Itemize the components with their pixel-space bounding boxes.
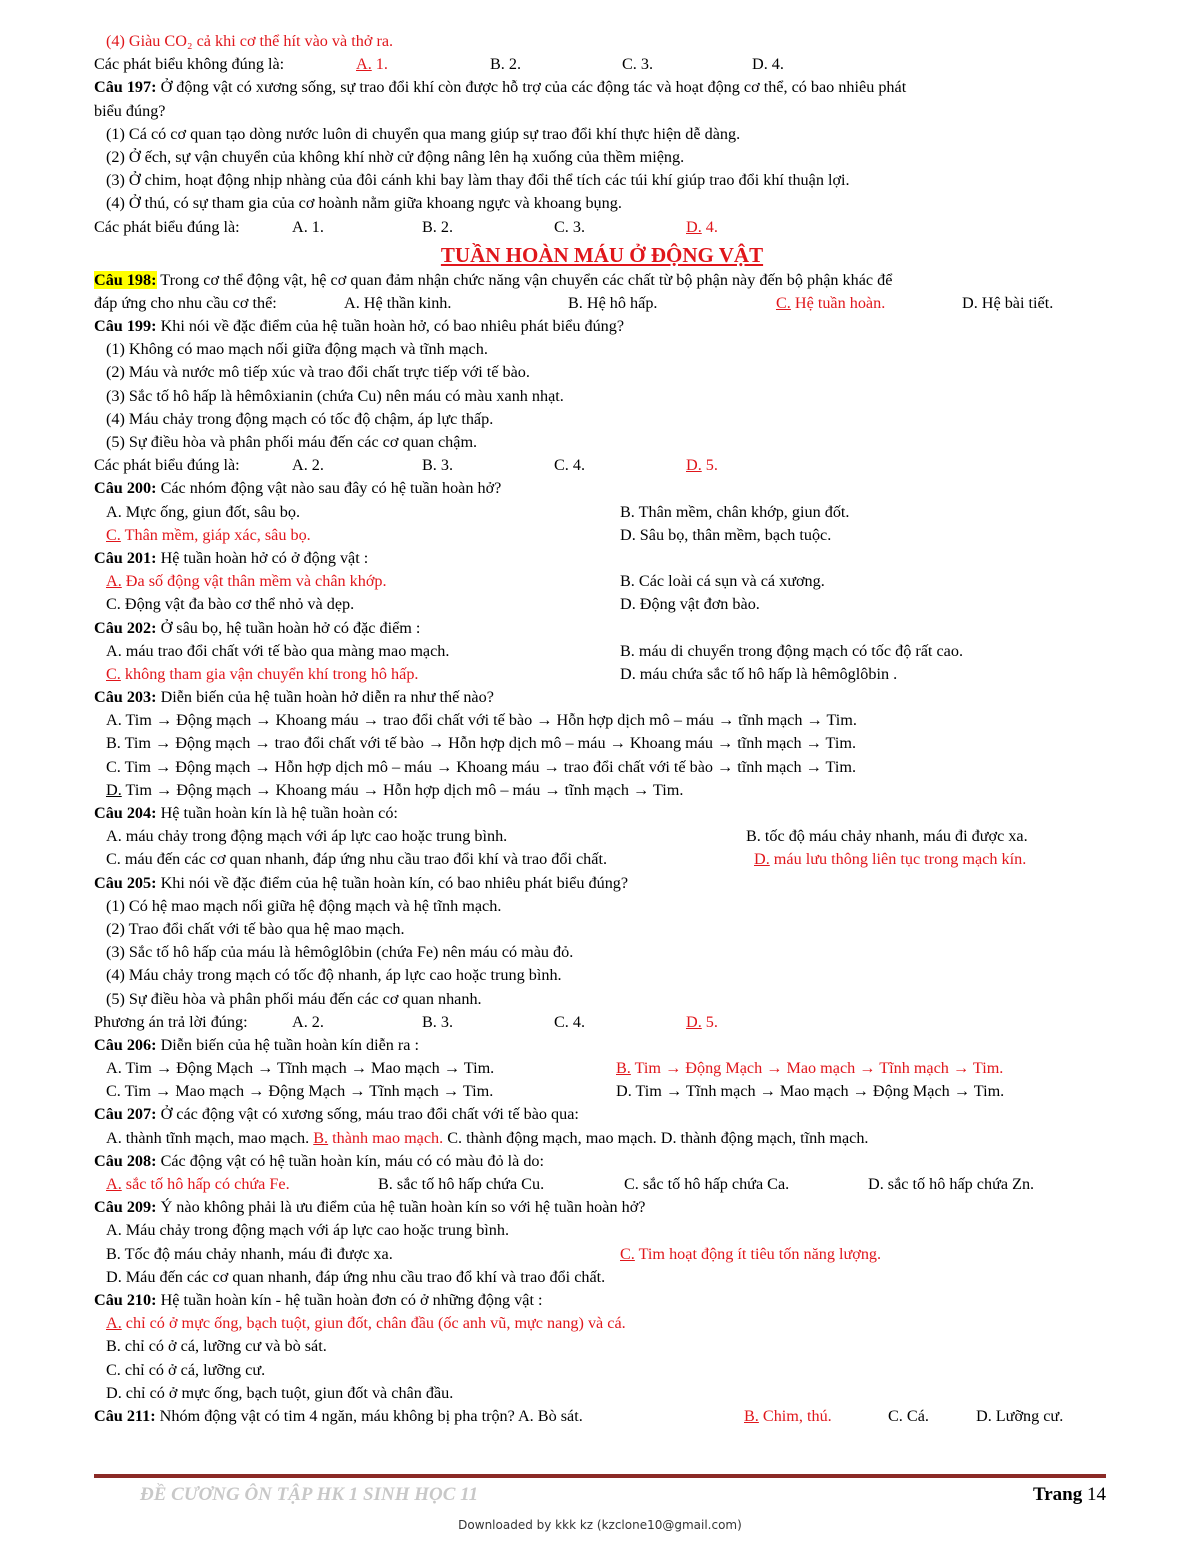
question-number: Câu 210: bbox=[94, 1290, 157, 1309]
text-line bbox=[94, 918, 1110, 941]
text-run: D. bbox=[106, 780, 122, 799]
answer-text: D. bbox=[686, 217, 702, 236]
question-number: Câu 207: bbox=[94, 1105, 157, 1124]
question-number: Câu 198: bbox=[94, 270, 157, 289]
text-run: D. Hệ bài tiết. bbox=[962, 293, 1054, 312]
question-number: Câu 197: bbox=[94, 78, 157, 97]
text-line bbox=[94, 1359, 1110, 1382]
text-run: (4) Máu chảy trong mạch có tốc độ nhanh, áp lực cao hoặc trung bình. bbox=[106, 966, 562, 985]
text-line bbox=[94, 988, 1110, 1011]
answer-option bbox=[620, 593, 760, 616]
text-run: A. 2. bbox=[292, 456, 324, 475]
text-line bbox=[94, 848, 1110, 871]
text-line bbox=[94, 732, 1110, 755]
text-run: D. Động vật đơn bào. bbox=[620, 595, 760, 614]
text-run: Diễn biến của hệ tuần hoàn kín diễn ra : bbox=[156, 1035, 420, 1054]
text-run: (1) Cá có cơ quan tạo dòng nước luôn di chuyển qua mang giúp sự trao đổi khí thực hiện dễ dàng. bbox=[106, 124, 741, 143]
answer-option bbox=[620, 501, 849, 524]
text-line bbox=[94, 617, 1110, 640]
answer-option bbox=[106, 501, 300, 524]
text-line bbox=[94, 361, 1110, 384]
text-run: (1) Không có mao mạch nối giữa động mạch và tĩnh mạch. bbox=[106, 340, 488, 359]
text-run: B. Thân mềm, chân khớp, giun đốt. bbox=[620, 502, 850, 521]
text-run: B. sắc tố hô hấp chứa Cu. bbox=[378, 1175, 545, 1193]
text-run: A. Tim → Động Mạch → Tĩnh mạch → Mao mạch → Tim. bbox=[106, 1059, 495, 1078]
text-line bbox=[94, 964, 1110, 987]
text-run: B. chỉ có ở cá, lưỡng cư và bò sát. bbox=[106, 1337, 327, 1356]
text-run: (4) Máu chảy trong động mạch có tốc độ chậm, áp lực thấp. bbox=[106, 409, 494, 428]
text-line bbox=[94, 709, 1110, 732]
text-run: D. máu chứa sắc tố hô hấp là hêmôglôbin . bbox=[620, 664, 898, 683]
answer-option bbox=[94, 53, 284, 76]
footer-divider bbox=[94, 1474, 1106, 1478]
text-line bbox=[94, 292, 1110, 315]
text-run: C. 3. bbox=[622, 55, 654, 74]
text-run: D. Tim → Tĩnh mạch → Mao mạch → Động Mạch → Tim. bbox=[616, 1082, 1005, 1101]
page-number-value: 14 bbox=[1087, 1484, 1106, 1505]
text-line bbox=[94, 1057, 1110, 1080]
answer-option bbox=[624, 1173, 789, 1196]
text-run: biểu đúng? bbox=[94, 101, 166, 120]
answer-text: D. bbox=[686, 456, 702, 475]
text-run: B. Tốc độ máu chảy nhanh, máu đi được xa. bbox=[106, 1244, 393, 1263]
text-line bbox=[94, 593, 1110, 616]
text-line bbox=[94, 1266, 1110, 1289]
answer-option bbox=[490, 53, 521, 76]
text-run: B. Các loài cá sụn và cá xương. bbox=[620, 572, 825, 591]
text-run: Ở các động vật có xương sống, máu trao đổi chất với tế bào qua: bbox=[156, 1105, 579, 1124]
answer-option bbox=[620, 663, 897, 686]
text-line bbox=[94, 76, 1110, 99]
text-line bbox=[94, 570, 1110, 593]
text-line bbox=[94, 1127, 1110, 1150]
text-line bbox=[94, 192, 1110, 215]
text-run: C. Cá. bbox=[888, 1406, 929, 1425]
text-run: (3) Sắc tố hô hấp của máu là hêmôglôbin (chứa Fe) nên máu có màu đỏ. bbox=[106, 943, 574, 962]
text-line bbox=[94, 1103, 1110, 1126]
answer-option bbox=[554, 454, 585, 477]
answer-text: A. bbox=[106, 572, 122, 591]
answer-option bbox=[686, 1011, 718, 1034]
text-run: (5) Sự điều hòa và phân phối máu đến các cơ quan nhanh. bbox=[106, 989, 482, 1008]
text-line bbox=[94, 640, 1110, 663]
question-number: Câu 209: bbox=[94, 1198, 157, 1217]
answer-option bbox=[344, 292, 451, 315]
answer-option bbox=[106, 848, 607, 871]
text-run: (5) Sự điều hòa và phân phối máu đến các cơ quan chậm. bbox=[106, 433, 478, 451]
answer-text: không tham gia vận chuyển khí trong hô hấp. bbox=[120, 664, 419, 683]
text-line bbox=[94, 1219, 1110, 1242]
text-line bbox=[94, 501, 1110, 524]
answer-option bbox=[620, 570, 825, 593]
question-number: Câu 202: bbox=[94, 618, 157, 637]
text-run: Các nhóm động vật nào sau đây có hệ tuần hoàn hở? bbox=[156, 479, 502, 498]
text-line bbox=[94, 941, 1110, 964]
answer-text: 1. bbox=[371, 55, 388, 74]
text-run: Hệ tuần hoàn kín là hệ tuần hoàn có: bbox=[156, 804, 398, 822]
text-line bbox=[94, 100, 1110, 123]
answer-option bbox=[94, 292, 277, 315]
text-line bbox=[94, 663, 1110, 686]
answer-option bbox=[962, 292, 1053, 315]
answer-option bbox=[106, 570, 387, 593]
text-run: Các phát biểu đúng là: bbox=[94, 456, 240, 475]
text-line bbox=[94, 1312, 1110, 1335]
question-number: Câu 208: bbox=[94, 1151, 157, 1170]
answer-option bbox=[752, 53, 784, 76]
text-line bbox=[94, 315, 1110, 338]
text-line bbox=[94, 385, 1110, 408]
text-run: Hệ tuần hoàn hở có ở động vật : bbox=[156, 548, 369, 567]
answer-text: B. bbox=[616, 1059, 631, 1078]
answer-option bbox=[106, 640, 449, 663]
text-run: B. 3. bbox=[422, 456, 454, 475]
text-run: A. máu chảy trong động mạch với áp lực cao hoặc trung bình. bbox=[106, 827, 508, 846]
text-line bbox=[94, 169, 1110, 192]
text-run: B. 2. bbox=[422, 217, 454, 236]
answer-option bbox=[976, 1405, 1063, 1428]
text-run: D. Lưỡng cư. bbox=[976, 1406, 1064, 1425]
text-run: D. chỉ có ở mực ống, bạch tuột, giun đốt và chân đầu. bbox=[106, 1383, 454, 1402]
question-number: Câu 200: bbox=[94, 479, 157, 498]
text-run: D. Sâu bọ, thân mềm, bạch tuộc. bbox=[620, 525, 832, 544]
text-run: Các động vật có hệ tuần hoàn kín, máu có có màu đỏ là do: bbox=[156, 1151, 545, 1170]
text-run: A. máu trao đổi chất với tế bào qua màng mao mạch. bbox=[106, 641, 450, 660]
answer-option bbox=[106, 593, 354, 616]
text-run: D. Máu đến các cơ quan nhanh, đáp ứng nhu cầu trao đổ khí và trao đổi chất. bbox=[106, 1267, 606, 1286]
text-run: (1) Có hệ mao mạch nối giữa hệ động mạch và hệ tĩnh mạch. bbox=[106, 896, 502, 915]
text-line bbox=[94, 216, 1110, 239]
page-number bbox=[1033, 1484, 1106, 1506]
text-run: B. máu di chuyển trong động mạch có tốc độ rất cao. bbox=[620, 641, 963, 660]
answer-option bbox=[686, 216, 718, 239]
text-line bbox=[94, 1243, 1110, 1266]
answer-text: Thân mềm, giáp xác, sâu bọ. bbox=[120, 525, 311, 544]
question-number: Câu 205: bbox=[94, 873, 157, 892]
answer-option bbox=[106, 1173, 290, 1196]
question-number: Câu 204: bbox=[94, 804, 157, 822]
text-run: B. Hệ hô hấp. bbox=[568, 293, 658, 312]
text-line bbox=[94, 1034, 1110, 1057]
text-run: (4) Ở thú, có sự tham gia của cơ hoành nằm giữa khoang ngực và khoang bụng. bbox=[106, 194, 622, 213]
answer-text: Đa số động vật thân mềm và chân khớp. bbox=[121, 572, 387, 591]
text-line bbox=[94, 1382, 1110, 1405]
answer-text: D. bbox=[754, 850, 770, 869]
answer-option bbox=[356, 53, 388, 76]
text-run: C. máu đến các cơ quan nhanh, đáp ứng nhu cầu trao đổi khí và trao đổi chất. bbox=[106, 850, 608, 869]
answer-option bbox=[378, 1173, 544, 1196]
text-line bbox=[94, 1150, 1110, 1173]
answer-text: 5. bbox=[701, 1012, 718, 1031]
text-run: D. sắc tố hô hấp chứa Zn. bbox=[868, 1175, 1035, 1193]
answer-text: 4. bbox=[701, 217, 718, 236]
page-label: Trang bbox=[1032, 1484, 1083, 1505]
answer-option bbox=[94, 216, 240, 239]
text-line bbox=[94, 30, 1110, 53]
text-run: Ở động vật có xương sống, sự trao đổi khí còn được hỗ trợ của các động tác và hoạt động cơ thể, có bao nhiêu phát bbox=[156, 78, 907, 97]
text-run: C. 3. bbox=[554, 217, 586, 236]
answer-text: 5. bbox=[701, 456, 718, 475]
text-line bbox=[94, 547, 1110, 570]
text-line bbox=[94, 1335, 1110, 1358]
answer-option bbox=[106, 524, 311, 547]
answer-text: A. bbox=[106, 1175, 122, 1193]
answer-option bbox=[292, 1011, 324, 1034]
download-note: Downloaded by kkk kz (kzclone10@gmail.com) bbox=[458, 1518, 742, 1532]
text-run: Phương án trả lời đúng: bbox=[94, 1012, 248, 1031]
text-run: Khi nói về đặc điểm của hệ tuần hoàn kín, có bao nhiêu phát biểu đúng? bbox=[156, 873, 629, 892]
text-line bbox=[94, 1405, 1110, 1428]
text-run: Diễn biến của hệ tuần hoàn hở diễn ra như thế nào? bbox=[156, 688, 494, 707]
text-run: B. 3. bbox=[422, 1012, 454, 1031]
text-line bbox=[94, 123, 1110, 146]
text-run: Hệ tuần hoàn kín - hệ tuần hoàn đơn có ở những động vật : bbox=[156, 1290, 543, 1309]
answer-text: sắc tố hô hấp có chứa Fe. bbox=[121, 1175, 290, 1193]
text-line bbox=[94, 146, 1110, 169]
answer-option bbox=[292, 216, 324, 239]
question-number: Câu 203: bbox=[94, 688, 157, 707]
text-run: (3) Sắc tố hô hấp là hêmôxianin (chứa Cu) nên máu có màu xanh nhạt. bbox=[106, 386, 564, 405]
answer-text: Chim, thú. bbox=[758, 1406, 832, 1425]
text-run: A. thành tĩnh mạch, mao mạch. bbox=[106, 1128, 314, 1147]
text-line bbox=[94, 779, 1110, 802]
text-run: (2) Ở ếch, sự vận chuyển của không khí nhờ cử động nâng lên hạ xuống của thềm miệng. bbox=[106, 147, 685, 166]
text-run: C. sắc tố hô hấp chứa Ca. bbox=[624, 1175, 790, 1193]
answer-option bbox=[744, 1405, 832, 1428]
text-run: C. 4. bbox=[554, 456, 586, 475]
text-run: A. 1. bbox=[292, 217, 324, 236]
text-line bbox=[94, 477, 1110, 500]
text-line bbox=[94, 872, 1110, 895]
answer-option bbox=[616, 1057, 1003, 1080]
text-line bbox=[94, 1196, 1110, 1219]
text-line bbox=[94, 1080, 1110, 1103]
answer-text: C. bbox=[620, 1244, 635, 1263]
answer-option bbox=[422, 454, 453, 477]
answer-option bbox=[554, 1011, 585, 1034]
text-line bbox=[94, 756, 1110, 779]
text-line bbox=[94, 895, 1110, 918]
text-line bbox=[94, 802, 1110, 825]
text-run: B. 2. bbox=[490, 55, 522, 74]
text-run: A. Tim → Động mạch → Khoang máu → trao đổi chất với tế bào → Hỗn hợp dịch mô – máu → tĩnh mạch → Tim. bbox=[106, 711, 857, 730]
answer-text: C. bbox=[776, 293, 791, 312]
answer-text: D. bbox=[686, 1012, 702, 1031]
text-run: A. 2. bbox=[292, 1012, 324, 1031]
text-run: D. 4. bbox=[752, 55, 784, 74]
answer-text: máu lưu thông liên tục trong mạch kín. bbox=[769, 850, 1027, 869]
text-run: Các phát biểu đúng là: bbox=[94, 217, 240, 236]
text-run: B. tốc độ máu chảy nhanh, máu đi được xa. bbox=[746, 827, 1028, 846]
footer-title: ĐỀ CƯƠNG ÔN TẬP HK 1 SINH HỌC 11 bbox=[140, 1484, 479, 1505]
text-line bbox=[94, 1289, 1110, 1312]
text-run: C. 4. bbox=[554, 1012, 586, 1031]
answer-text: chỉ có ở mực ống, bạch tuột, giun đốt, chân đầu (ốc anh vũ, mực nang) và cá. bbox=[121, 1314, 626, 1333]
answer-option bbox=[106, 1057, 494, 1080]
answer-option bbox=[106, 663, 418, 686]
answer-option bbox=[422, 1011, 453, 1034]
answer-option bbox=[292, 454, 324, 477]
answer-option bbox=[746, 825, 1028, 848]
answer-text: A. bbox=[356, 55, 372, 74]
question-number: Câu 199: bbox=[94, 317, 157, 336]
answer-option bbox=[686, 454, 718, 477]
text-run: (2) Máu và nước mô tiếp xúc và trao đổi chất trực tiếp với tế bào. bbox=[106, 363, 530, 382]
answer-option bbox=[422, 216, 453, 239]
text-run: đáp ứng cho nhu cầu cơ thể: bbox=[94, 293, 277, 312]
answer-option bbox=[622, 53, 653, 76]
document-body bbox=[94, 30, 1110, 1428]
text-line bbox=[94, 1011, 1110, 1034]
answer-option bbox=[554, 216, 585, 239]
answer-option bbox=[868, 1173, 1034, 1196]
text-run: A. Hệ thần kinh. bbox=[344, 293, 452, 312]
text-run: (3) Ở chim, hoạt động nhịp nhàng của đôi cánh khi bay làm thay đổi thể tích các túi khí giúp trao đổi khí thuận lợi. bbox=[106, 171, 850, 190]
answer-option bbox=[620, 1243, 881, 1266]
answer-option bbox=[620, 524, 831, 547]
text-line bbox=[94, 338, 1110, 361]
text-line bbox=[94, 431, 1110, 454]
answer-option bbox=[616, 1080, 1004, 1103]
text-line bbox=[94, 53, 1110, 76]
text-line bbox=[94, 1173, 1110, 1196]
answer-option bbox=[106, 825, 507, 848]
text-line bbox=[94, 825, 1110, 848]
answer-text: C. bbox=[106, 525, 121, 544]
question-number: Câu 201: bbox=[94, 548, 157, 567]
answer-option bbox=[94, 1405, 583, 1428]
text-line bbox=[94, 454, 1110, 477]
text-run: Trong cơ thể động vật, hệ cơ quan đảm nhận chức năng vận chuyển các chất từ bộ phận này đến bộ phận khác để bbox=[156, 270, 893, 289]
text-run: A. Máu chảy trong động mạch với áp lực cao hoặc trung bình. bbox=[106, 1221, 510, 1240]
question-number: Câu 211: bbox=[94, 1406, 156, 1425]
answer-text: A. bbox=[106, 1314, 122, 1333]
text-run: Khi nói về đặc điểm của hệ tuần hoàn hở, có bao nhiêu phát biểu đúng? bbox=[156, 317, 625, 336]
text-line bbox=[94, 686, 1110, 709]
answer-text: Hệ tuần hoàn. bbox=[790, 293, 886, 312]
text-run: C. Tim → Mao mạch → Động Mạch → Tĩnh mạch → Tim. bbox=[106, 1082, 494, 1101]
text-run: Tim → Động mạch → Khoang máu → Hỗn hợp dịch mô – máu → tĩnh mạch → Tim. bbox=[121, 780, 684, 799]
text-run: B. Tim → Động mạch → trao đổi chất với tế bào → Hỗn hợp dịch mô – máu → Khoang máu → tĩnh mạch → Tim. bbox=[106, 734, 857, 753]
text-run: Ở sâu bọ, hệ tuần hoàn hở có đặc điểm : bbox=[156, 618, 421, 637]
text-run: (2) Trao đổi chất với tế bào qua hệ mao mạch. bbox=[106, 919, 405, 938]
answer-text: B. bbox=[744, 1406, 759, 1425]
text-run: C. thành động mạch, mao mạch. D. thành động mạch, tĩnh mạch. bbox=[443, 1128, 869, 1147]
answer-text: Tim hoạt động ít tiêu tốn năng lượng. bbox=[634, 1244, 882, 1263]
text-run: C. chỉ có ở cá, lưỡng cư. bbox=[106, 1360, 266, 1379]
text-run: C. Động vật đa bào cơ thể nhỏ và dẹp. bbox=[106, 595, 355, 614]
answer-text: Tim → Động Mạch → Mao mạch → Tĩnh mạch → Tim. bbox=[630, 1059, 1004, 1078]
answer-option bbox=[94, 1011, 248, 1034]
answer-option bbox=[568, 292, 657, 315]
answer-text: C. bbox=[106, 664, 121, 683]
answer-text: B. bbox=[313, 1128, 329, 1147]
answer-option bbox=[888, 1405, 929, 1428]
text-run: A. Mực ống, giun đốt, sâu bọ. bbox=[106, 502, 301, 521]
answer-text: (4) Giàu CO₂ cả khi cơ thể hít vào và thở ra. bbox=[106, 32, 394, 50]
answer-text: thành mao mạch. bbox=[328, 1128, 444, 1147]
text-run: C. Tim → Động mạch → Hỗn hợp dịch mô – máu → Khoang máu → trao đổi chất với tế bào → tĩnh mạch → Tim. bbox=[106, 757, 857, 776]
text-line bbox=[94, 524, 1110, 547]
section-heading: TUẦN HOÀN MÁU Ở ĐỘNG VẬT bbox=[440, 242, 764, 267]
text-run: Các phát biểu không đúng là: bbox=[94, 55, 285, 74]
text-line bbox=[94, 408, 1110, 431]
answer-option bbox=[106, 1080, 493, 1103]
answer-option bbox=[94, 454, 240, 477]
text-run: Ý nào không phải là ưu điểm của hệ tuần hoàn kín so với hệ tuần hoàn hở? bbox=[156, 1198, 646, 1217]
text-run: Nhóm động vật có tim 4 ngăn, máu không bị pha trộn? A. Bò sát. bbox=[155, 1406, 583, 1425]
answer-option bbox=[754, 848, 1026, 871]
answer-option bbox=[620, 640, 963, 663]
question-number: Câu 206: bbox=[94, 1035, 157, 1054]
text-line bbox=[94, 269, 1110, 292]
answer-option bbox=[106, 1243, 393, 1266]
answer-option bbox=[776, 292, 885, 315]
